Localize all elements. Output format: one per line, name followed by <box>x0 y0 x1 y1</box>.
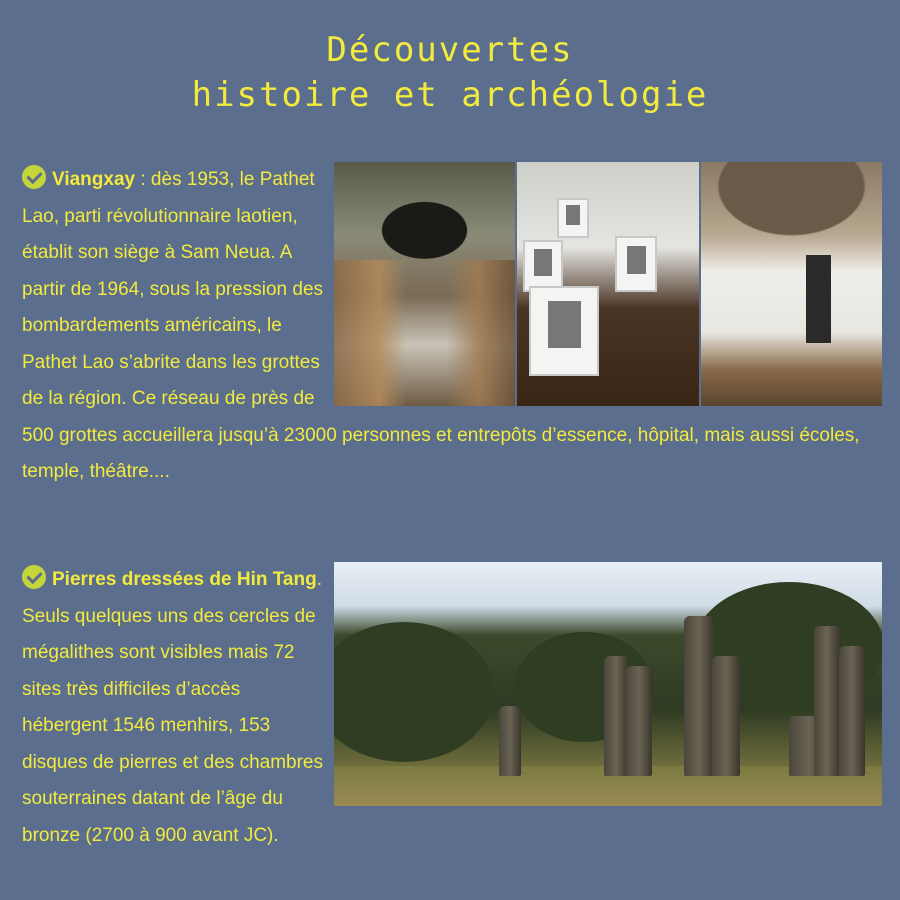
standing-stones-photo <box>334 562 882 806</box>
section-body: : dès 1953, le Pathet Lao, parti révolutionnaire laotien, établit son siège à Sam Neua. A partir de 1964, sous la pression des bombardements américains, le Pathet Lao s’abrite dans les grottes de la région. Ce réseau de près de 500 grottes accueillera jusqu’à 23000 personnes et entrepôts d’essence, hôpital, mais aussi écoles, temple, théâtre.... <box>22 169 860 482</box>
check-circle-icon <box>22 165 46 189</box>
check-circle-icon <box>22 565 46 589</box>
cave-entrance-photo <box>334 162 515 406</box>
title-line-1: Découvertes <box>326 30 574 70</box>
section-hin-tang <box>22 562 882 854</box>
title-line-2: histoire et archéologie <box>191 75 709 115</box>
section-heading: Viangxay <box>52 169 136 190</box>
section-heading: Pierres dressées de Hin Tang <box>52 569 317 590</box>
page-title <box>0 28 900 118</box>
section-viangxay <box>22 162 882 491</box>
portrait-hall-photo <box>517 162 698 406</box>
viangxay-photo-strip <box>334 162 882 406</box>
section-body: . Seuls quelques uns des cercles de mégalithes sont visibles mais 72 sites très difficiles d’accès hébergent 1546 menhirs, 153 disques de pierres et des chambres souterraines datant de l’âge du bronze (2700 à 900 avant JC). <box>22 569 323 846</box>
cave-room-photo <box>701 162 882 406</box>
